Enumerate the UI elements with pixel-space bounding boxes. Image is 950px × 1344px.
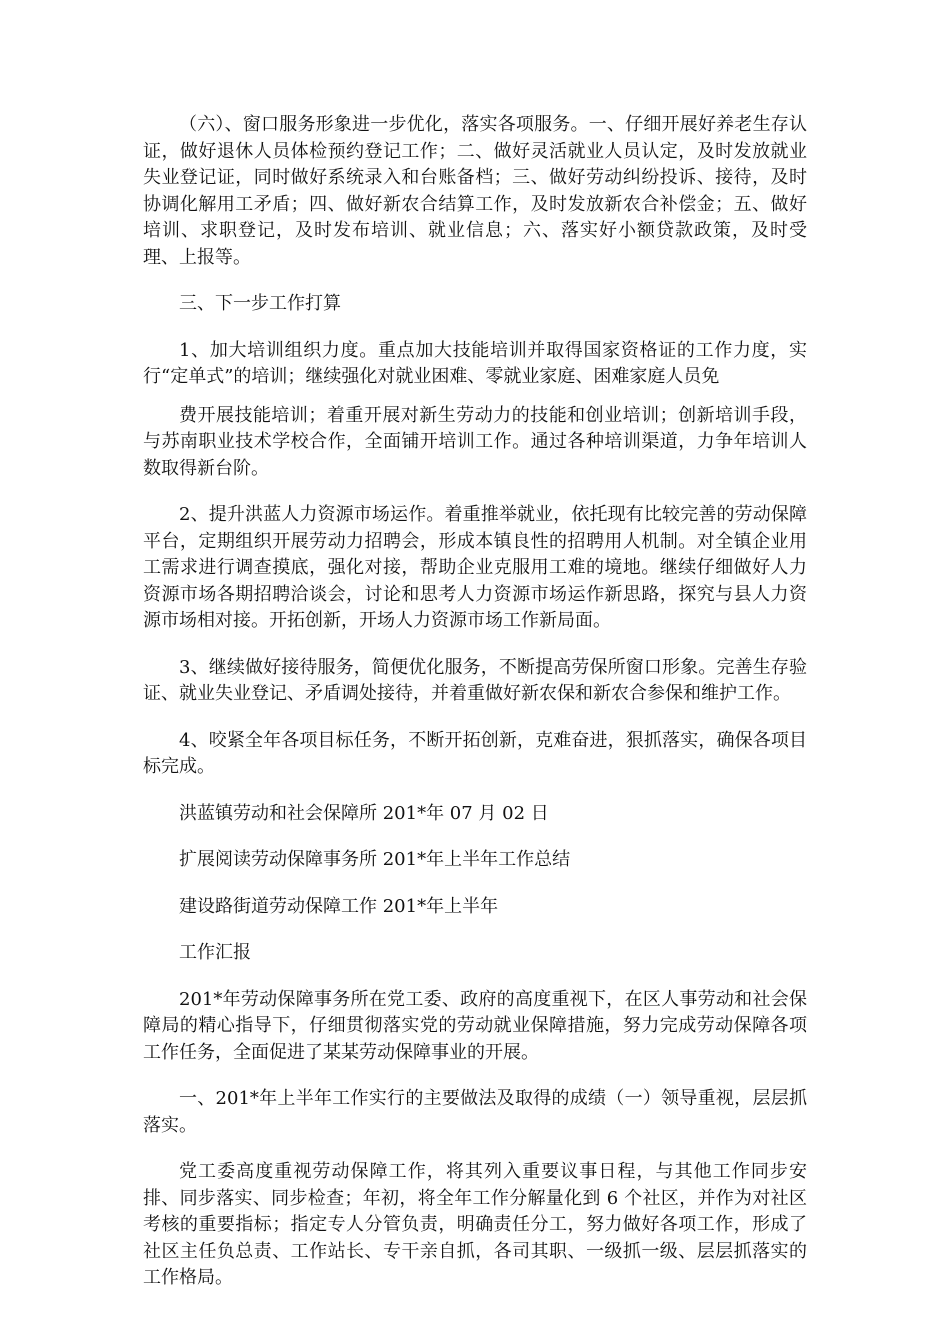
paragraph-report-leadership: 党工委高度重视劳动保障工作，将其列入重要议事日程，与其他工作同步安排、同步落实、同步检查；年初，将全年工作分解量化到 6 个社区，并作为对社区考核的重要指标；指定专人分管负责，明确责任分工，努力做好各项工作，形成了社区主任负总责、工作站长、专干亲自抓，各司其职、一级抓一级、层层抓落实的工作格局。 xyxy=(143,1161,807,1288)
paragraph-report-intro: 201*年劳动保障事务所在党工委、政府的高度重视下，在区人事劳动和社会保障局的精心指导下，仔细贯彻落实党的劳动就业保障措施，努力完成劳动保障各项工作任务，全面促进了某某劳动保障事业的开展。 xyxy=(143,988,807,1063)
paragraph-report-section-1: 一、201*年上半年工作实行的主要做法及取得的成绩（一）领导重视，层层抓落实。 xyxy=(143,1088,807,1136)
paragraph-plan-3: 3、继续做好接待服务，简便优化服务，不断提高劳保所窗口形象。完善生存验证、就业失业登记、矛盾调处接待，并着重做好新农保和新农合参保和维护工作。 xyxy=(143,656,807,704)
paragraph-plan-4: 4、咬紧全年各项目标任务，不断开拓创新，克难奋进，狠抓落实，确保各项目标完成。 xyxy=(143,729,807,777)
paragraph-plan-1-continued: 费开展技能培训；着重开展对新生劳动力的技能和创业培训；创新培训手段，与苏南职业技术学校合作，全面铺开培训工作。通过各种培训渠道，力争年培训人数取得新台阶。 xyxy=(143,404,807,479)
report-title-line-2: 工作汇报 xyxy=(179,942,251,963)
paragraph-window-service: （六）、窗口服务形象进一步优化，落实各项服务。一、仔细开展好养老生存认证，做好退休人员体检预约登记工作；二、做好灵活就业人员认定，及时发放就业失业登记证，同时做好系统录入和台账备档；三、做好劳动纠纷投诉、接待，及时协调化解用工矛盾；四、做好新农合结算工作，及时发放新农合补偿金；五、做好培训、求职登记，及时发布培训、就业信息；六、落实好小额贷款政策，及时受理、上报等。 xyxy=(143,114,807,268)
report-title-line-1: 建设路街道劳动保障工作 201*年上半年 xyxy=(179,895,499,917)
signature-line: 洪蓝镇劳动和社会保障所 201*年 07 月 02 日 xyxy=(179,802,549,824)
paragraph-plan-2: 2、提升洪蓝人力资源市场运作。着重推举就业，依托现有比较完善的劳动保障平台，定期组织开展劳动力招聘会，形成本镇良性的招聘用人机制。对全镇企业用工需求进行调查摸底，强化对接，帮助企业克服用工难的境地。继续仔细做好人力资源市场各期招聘洽谈会，讨论和思考人力资源市场运作新思路，探究与县人力资源市场相对接。开拓创新，开场人力资源市场工作新局面。 xyxy=(143,504,807,631)
document-page xyxy=(143,112,807,1312)
paragraph-plan-1: 1、加大培训组织力度。重点加大技能培训并取得国家资格证的工作力度，实行“定单式”的培训；继续强化对就业困难、零就业家庭、困难家庭人员免 xyxy=(143,339,807,387)
section-heading-next-plan: 三、下一步工作打算 xyxy=(179,293,341,314)
extended-reading-title: 扩展阅读劳动保障事务所 201*年上半年工作总结 xyxy=(179,849,571,870)
